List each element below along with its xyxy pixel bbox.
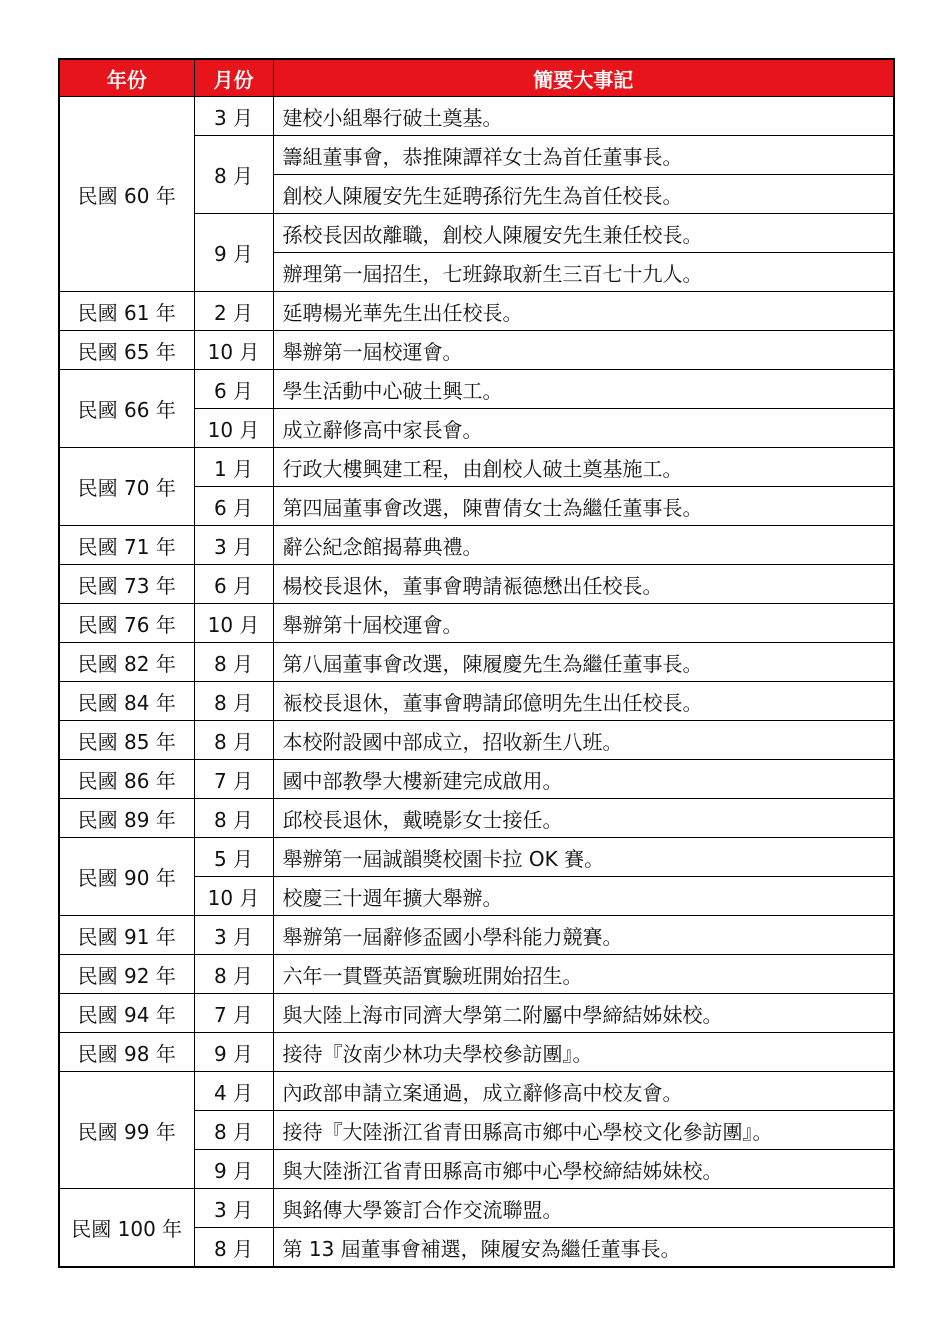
- event-cell: 籌組董事會，恭推陳譚祥女士為首任董事長。: [273, 136, 894, 175]
- event-cell: 舉辦第一屆辭修盃國小學科能力競賽。: [273, 916, 894, 955]
- table-row: [59, 721, 894, 760]
- event-cell: 國中部教學大樓新建完成啟用。: [273, 760, 894, 799]
- year-cell: 民國 92 年: [59, 955, 194, 994]
- month-cell: 8 月: [194, 1228, 273, 1268]
- year-cell: 民國 70 年: [59, 448, 194, 526]
- year-cell: 民國 82 年: [59, 643, 194, 682]
- month-cell: 7 月: [194, 760, 273, 799]
- year-cell: 民國 84 年: [59, 682, 194, 721]
- event-cell: 與大陸上海市同濟大學第二附屬中學締結姊妹校。: [273, 994, 894, 1033]
- table-row: [59, 682, 894, 721]
- year-cell: 民國 65 年: [59, 331, 194, 370]
- event-cell: 內政部申請立案通過，成立辭修高中校友會。: [273, 1072, 894, 1111]
- table-row: [59, 838, 894, 877]
- table-row: [59, 370, 894, 409]
- year-cell: 民國 76 年: [59, 604, 194, 643]
- table-header-row: [59, 59, 894, 97]
- year-cell: 民國 91 年: [59, 916, 194, 955]
- table-row: [59, 643, 894, 682]
- year-cell: 民國 60 年: [59, 97, 194, 292]
- year-cell: 民國 89 年: [59, 799, 194, 838]
- year-cell: 民國 73 年: [59, 565, 194, 604]
- event-cell: 行政大樓興建工程，由創校人破土奠基施工。: [273, 448, 894, 487]
- event-cell: 與銘傳大學簽訂合作交流聯盟。: [273, 1189, 894, 1228]
- event-cell: 接待『汝南少林功夫學校參訪團』。: [273, 1033, 894, 1072]
- table-row: [59, 760, 894, 799]
- year-cell: 民國 66 年: [59, 370, 194, 448]
- event-cell: 孫校長因故離職，創校人陳履安先生兼任校長。: [273, 214, 894, 253]
- year-cell: 民國 86 年: [59, 760, 194, 799]
- table-row: [59, 331, 894, 370]
- event-cell: 舉辦第一屆校運會。: [273, 331, 894, 370]
- event-cell: 第 13 屆董事會補選，陳履安為繼任董事長。: [273, 1228, 894, 1268]
- year-cell: 民國 85 年: [59, 721, 194, 760]
- month-cell: 9 月: [194, 214, 273, 292]
- year-cell: 民國 90 年: [59, 838, 194, 916]
- school-timeline-table: [58, 58, 895, 1268]
- month-cell: 6 月: [194, 487, 273, 526]
- event-cell: 第八屆董事會改選，陳履慶先生為繼任董事長。: [273, 643, 894, 682]
- month-cell: 8 月: [194, 955, 273, 994]
- event-cell: 接待『大陸浙江省青田縣高市鄉中心學校文化參訪團』。: [273, 1111, 894, 1150]
- year-cell: 民國 99 年: [59, 1072, 194, 1189]
- year-cell: 民國 100 年: [59, 1189, 194, 1268]
- month-cell: 10 月: [194, 331, 273, 370]
- year-cell: 民國 71 年: [59, 526, 194, 565]
- event-cell: 建校小組舉行破土奠基。: [273, 97, 894, 136]
- table-row: [59, 955, 894, 994]
- table-row: [59, 448, 894, 487]
- event-cell: 楊校長退休，董事會聘請裖德懋出任校長。: [273, 565, 894, 604]
- table-row: [59, 526, 894, 565]
- month-cell: 3 月: [194, 526, 273, 565]
- event-cell: 舉辦第十屆校運會。: [273, 604, 894, 643]
- event-cell: 裖校長退休，董事會聘請邱億明先生出任校長。: [273, 682, 894, 721]
- table-row: [59, 916, 894, 955]
- year-cell: 民國 98 年: [59, 1033, 194, 1072]
- month-cell: 8 月: [194, 799, 273, 838]
- event-cell: 本校附設國中部成立，招收新生八班。: [273, 721, 894, 760]
- table-row: [59, 1189, 894, 1228]
- month-cell: 8 月: [194, 1111, 273, 1150]
- table-row: [59, 1072, 894, 1111]
- header-year: 年份: [59, 59, 194, 97]
- month-cell: 3 月: [194, 97, 273, 136]
- year-cell: 民國 61 年: [59, 292, 194, 331]
- table-row: [59, 97, 894, 136]
- event-cell: 延聘楊光華先生出任校長。: [273, 292, 894, 331]
- table-row: [59, 994, 894, 1033]
- event-cell: 辦理第一屆招生，七班錄取新生三百七十九人。: [273, 253, 894, 292]
- event-cell: 六年一貫暨英語實驗班開始招生。: [273, 955, 894, 994]
- table-row: [59, 799, 894, 838]
- month-cell: 8 月: [194, 136, 273, 214]
- event-cell: 創校人陳履安先生延聘孫衍先生為首任校長。: [273, 175, 894, 214]
- month-cell: 5 月: [194, 838, 273, 877]
- event-cell: 學生活動中心破土興工。: [273, 370, 894, 409]
- month-cell: 3 月: [194, 916, 273, 955]
- month-cell: 8 月: [194, 643, 273, 682]
- year-cell: 民國 94 年: [59, 994, 194, 1033]
- table-row: [59, 565, 894, 604]
- month-cell: 6 月: [194, 565, 273, 604]
- event-cell: 舉辦第一屆誠韻獎校園卡拉 OK 賽。: [273, 838, 894, 877]
- month-cell: 1 月: [194, 448, 273, 487]
- table-row: [59, 604, 894, 643]
- header-month: 月份: [194, 59, 273, 97]
- table-row: [59, 1033, 894, 1072]
- month-cell: 4 月: [194, 1072, 273, 1111]
- month-cell: 8 月: [194, 721, 273, 760]
- month-cell: 10 月: [194, 877, 273, 916]
- month-cell: 7 月: [194, 994, 273, 1033]
- event-cell: 辭公紀念館揭幕典禮。: [273, 526, 894, 565]
- month-cell: 6 月: [194, 370, 273, 409]
- month-cell: 10 月: [194, 409, 273, 448]
- header-event: 簡要大事記: [273, 59, 894, 97]
- month-cell: 8 月: [194, 682, 273, 721]
- event-cell: 邱校長退休，戴曉影女士接任。: [273, 799, 894, 838]
- timeline-body: [59, 97, 894, 1268]
- event-cell: 成立辭修高中家長會。: [273, 409, 894, 448]
- month-cell: 10 月: [194, 604, 273, 643]
- month-cell: 9 月: [194, 1033, 273, 1072]
- event-cell: 校慶三十週年擴大舉辦。: [273, 877, 894, 916]
- table-row: [59, 292, 894, 331]
- month-cell: 3 月: [194, 1189, 273, 1228]
- month-cell: 2 月: [194, 292, 273, 331]
- month-cell: 9 月: [194, 1150, 273, 1189]
- event-cell: 第四屆董事會改選，陳曹倩女士為繼任董事長。: [273, 487, 894, 526]
- event-cell: 與大陸浙江省青田縣高市鄉中心學校締結姊妹校。: [273, 1150, 894, 1189]
